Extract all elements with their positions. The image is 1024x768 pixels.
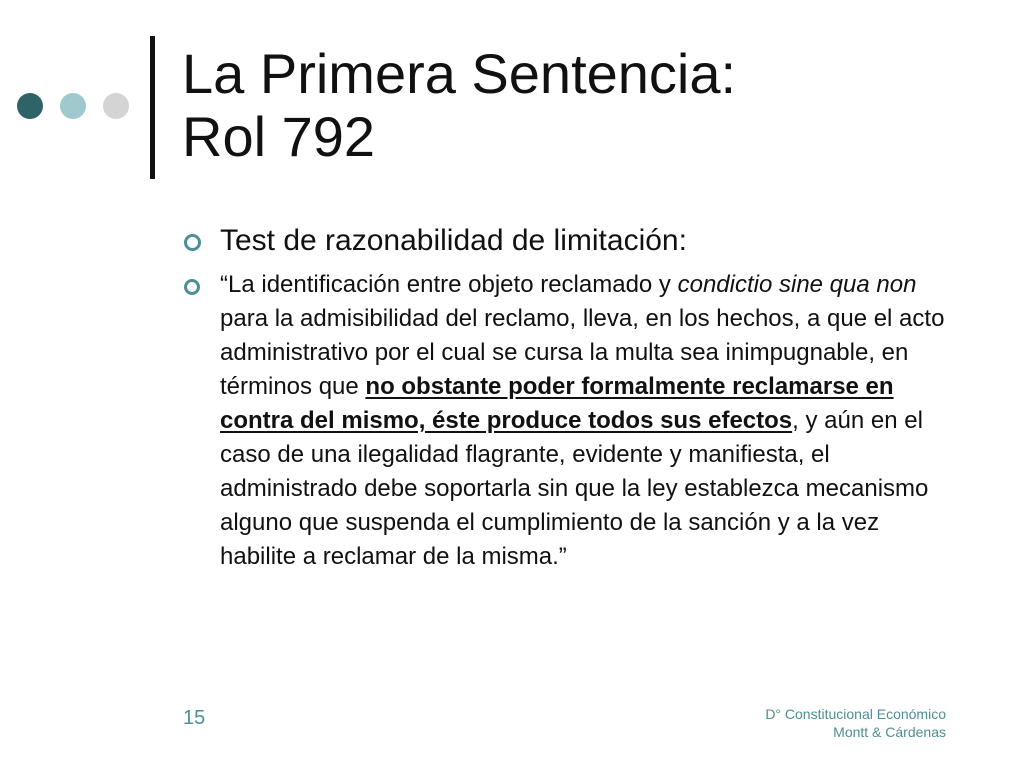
quote-text — [220, 271, 944, 570]
bullet-item-test — [183, 222, 953, 260]
quote-text-part-1: “La identificación entre objeto reclamado y — [220, 271, 678, 298]
decorative-dot-dark — [17, 93, 43, 119]
bullet-item-quote — [183, 268, 948, 574]
quote-text-part-3: para la admisibilidad del reclamo, lleva, en los hechos, a que el acto administrativo por el cual se cursa la multa sea inimpugnable, en términos que — [220, 305, 945, 400]
bullet-list — [183, 222, 953, 574]
quote-text-emphasis: no obstante poder formalmente reclamarse en contra del mismo, éste produce todos sus efectos — [220, 373, 894, 434]
slide-number: 15 — [183, 707, 206, 729]
slide-title — [182, 42, 736, 168]
slide-title-line-2: Rol 792 — [182, 105, 376, 168]
quote-text-italic: condictio sine qua non — [677, 271, 917, 298]
footer-authors: Montt & Cárdenas — [833, 724, 946, 740]
bullet-text: Test de razonabilidad de limitación: — [220, 224, 687, 257]
slide-footer — [765, 705, 946, 741]
bullet-circle-icon — [184, 234, 201, 251]
quote-text-part-5: , y aún en el caso de una ilegalidad flagrante, evidente y manifiesta, el administrado debe soportarla sin que la ley establezca mecanismo alguno que suspenda el cumplimiento de la sanción y a la vez habilite a reclamar de la misma.” — [220, 407, 929, 570]
slide-title-line-1: La Primera Sentencia: — [182, 42, 737, 105]
title-divider-bar — [150, 36, 155, 179]
decorative-dot-light — [103, 93, 129, 119]
bullet-circle-icon — [184, 279, 200, 295]
decorative-dot-medium — [60, 93, 86, 119]
footer-course: D° Constitucional Económico — [765, 706, 946, 722]
